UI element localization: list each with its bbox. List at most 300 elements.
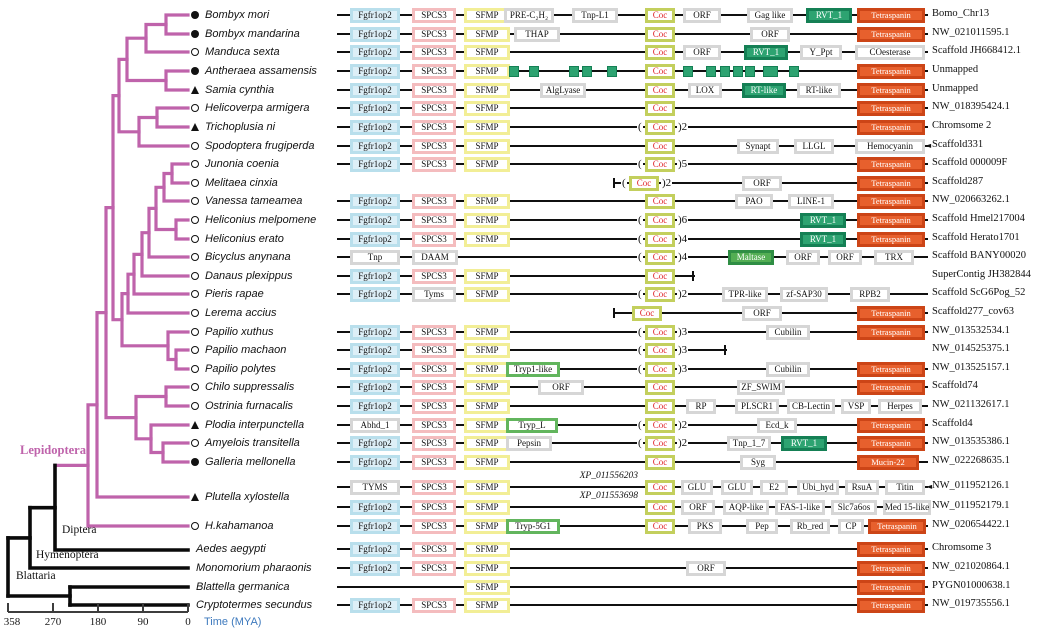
species-marker-filled-circle-icon [191, 458, 199, 466]
gene-block [569, 66, 579, 77]
gene-box: Tetraspanin [868, 519, 926, 534]
gene-box: Tetraspanin [857, 64, 925, 79]
gene-box: SFMP [464, 343, 510, 358]
gene-box: Fgfr1op2 [350, 8, 400, 23]
scaffold-label: NW_021011595.1 [932, 27, 1010, 38]
gene-box: TYMS [350, 480, 400, 495]
scaffold-label: NW_013532534.1 [932, 325, 1010, 336]
repeat-paren: )3 [678, 326, 688, 338]
repeat-paren: ( [622, 177, 626, 189]
gene-box: SFMP [464, 232, 510, 247]
gene-box: Coc [645, 83, 675, 98]
gene-box: LLGL [794, 139, 834, 154]
species-row [191, 249, 291, 265]
gene-box: Abhd_1 [350, 418, 400, 433]
gene-box: Fgfr1op2 [350, 380, 400, 395]
species-marker-triangle-icon [191, 493, 205, 501]
species-row [191, 518, 274, 534]
species-name: Chilo suppressalis [205, 381, 295, 393]
species-name: Bombyx mandarina [205, 28, 300, 40]
species-marker-open-circle-icon [191, 216, 199, 224]
species-marker-open-circle-icon [191, 253, 199, 261]
species-marker-filled-circle-icon [191, 11, 199, 19]
species-marker-open-circle-icon [191, 235, 199, 243]
gene-box: RVT_1 [800, 213, 846, 228]
gene-box: Coc [645, 157, 675, 172]
repeat-paren: ( [638, 121, 642, 133]
species-name: Antheraea assamensis [205, 65, 317, 77]
gene-box: SFMP [464, 455, 510, 470]
species-marker-open-circle-icon [191, 365, 205, 373]
species-marker-open-circle-icon [191, 346, 205, 354]
gene-line [337, 586, 928, 588]
gene-block [763, 66, 778, 77]
gene-box: Coc [645, 232, 675, 247]
gene-box: SPCS3 [412, 213, 456, 228]
repeat-paren: ( [638, 214, 642, 226]
gene-box: VSP [841, 399, 871, 414]
gene-box: CB-Lectin [787, 399, 835, 414]
gene-box: Fgfr1op2 [350, 101, 400, 116]
gene-block [509, 66, 519, 77]
species-name: Monomorium pharaonis [196, 562, 312, 574]
species-name: Pieris rapae [205, 288, 264, 300]
species-name: Plutella xylostella [205, 491, 290, 503]
line-end-bar [724, 345, 726, 355]
repeat-paren: )4 [678, 251, 688, 263]
gene-box: Tetraspanin [857, 120, 925, 135]
gene-box: zf-SAP30 [780, 287, 828, 302]
gene-box: Fgfr1op2 [350, 343, 400, 358]
species-marker-open-circle-icon [191, 104, 205, 112]
gene-box: TPR-like [722, 287, 768, 302]
gene-box: Med 15-like [883, 500, 931, 515]
gene-box: Coc [645, 101, 675, 116]
species-row [191, 417, 304, 433]
gene-box: Coc [629, 176, 659, 191]
gene-box: Tetraspanin [857, 8, 925, 23]
species-name: Papilio machaon [205, 344, 287, 356]
scaffold-label: SuperContig JH382844 [932, 269, 1031, 280]
scaffold-label: Scaffold ScG6Pog_52 [932, 287, 1026, 298]
gene-box: RVT_1 [806, 8, 852, 23]
species-name: Junonia coenia [205, 158, 280, 170]
scaffold-label: Scaffold331 [932, 139, 984, 150]
gene-box: SFMP [464, 598, 510, 613]
species-row [191, 44, 280, 60]
species-marker-triangle-icon [191, 493, 199, 501]
scaffold-label: Chromsome 3 [932, 542, 992, 553]
species-name: Spodoptera frugiperda [205, 140, 315, 152]
xp-accession-label: XP_011553698 [579, 491, 638, 501]
gene-box: Coc [645, 480, 675, 495]
gene-box: Syg [740, 455, 776, 470]
species-row [191, 435, 300, 451]
gene-box: Tetraspanin [857, 580, 925, 595]
gene-box: Coc [645, 436, 675, 451]
gene-box: SFMP [464, 519, 510, 534]
species-name: Vanessa tameamea [205, 195, 303, 207]
scaffold-label: NW_013535386.1 [932, 436, 1010, 447]
species-row [191, 286, 264, 302]
species-marker-filled-circle-icon [191, 30, 199, 38]
species-row [191, 398, 293, 414]
gene-box: Tnp [350, 250, 400, 265]
gene-box: Fgfr1op2 [350, 455, 400, 470]
species-marker-open-circle-icon [191, 160, 199, 168]
species-marker-open-circle-icon [191, 197, 205, 205]
species-marker-triangle-icon [191, 421, 205, 429]
gene-box: Synapt [737, 139, 779, 154]
gene-box: RsuA [845, 480, 879, 495]
gene-box: Tetraspanin [857, 157, 925, 172]
species-marker-open-circle-icon [191, 179, 199, 187]
gene-box: Fgfr1op2 [350, 232, 400, 247]
gene-box: Y_Ppt [800, 45, 842, 60]
gene-box: THAP [514, 27, 560, 42]
scaffold-label: NW_020663262.1 [932, 194, 1010, 205]
gene-box: Mucin-22 [857, 455, 919, 470]
gene-box: SPCS3 [412, 542, 456, 557]
scaffold-label: Scaffold Herato1701 [932, 232, 1020, 243]
gene-box: Tetraspanin [857, 418, 925, 433]
scaffold-label: NW_013525157.1 [932, 362, 1010, 373]
gene-box: Fgfr1op2 [350, 157, 400, 172]
scaffold-label: NW_011952126.1 [932, 480, 1010, 491]
gene-box: RVT_1 [781, 436, 827, 451]
gene-box: Coc [645, 120, 675, 135]
gene-box: Coc [645, 500, 675, 515]
gene-box: COesterase [855, 45, 925, 60]
species-row [191, 156, 279, 172]
gene-box: Coc [645, 269, 675, 284]
gene-box: Fgfr1op2 [350, 139, 400, 154]
gene-box: Rb_red [790, 519, 830, 534]
gene-box: AQP-like [723, 500, 769, 515]
species-row [191, 231, 284, 247]
species-marker-filled-circle-icon [191, 30, 205, 38]
species-row [191, 342, 286, 358]
gene-box: Tnp_1_7 [727, 436, 771, 451]
gene-box: RT-like [797, 83, 841, 98]
species-marker-open-circle-icon [191, 383, 205, 391]
gene-box: Cubilin [766, 325, 810, 340]
gene-box: Fgfr1op2 [350, 64, 400, 79]
species-marker-open-circle-icon [191, 216, 205, 224]
species-marker-open-circle-icon [191, 272, 205, 280]
gene-box: Coc [645, 139, 675, 154]
scaffold-label: Scaffold JH668412.1 [932, 45, 1022, 56]
species-marker-triangle-icon [191, 123, 205, 131]
species-marker-open-circle-icon [191, 142, 205, 150]
species-name: Bombyx mori [205, 9, 270, 21]
gene-box: Ubi_hyd [797, 480, 839, 495]
gene-box: SFMP [464, 83, 510, 98]
gene-box: Fgfr1op2 [350, 27, 400, 42]
species-marker-filled-circle-icon [191, 458, 205, 466]
gene-box: PKS [688, 519, 722, 534]
species-marker-open-circle-icon [191, 235, 205, 243]
gene-box: ORF [828, 250, 862, 265]
species-marker-open-circle-icon [191, 309, 199, 317]
scaffold-label: Scaffold 000009F [932, 157, 1008, 168]
gene-box: Coc [645, 64, 675, 79]
gene-box: ORF [742, 176, 782, 191]
gene-box: Coc [645, 399, 675, 414]
gene-box: SFMP [464, 436, 510, 451]
gene-box: RVT_1 [744, 45, 788, 60]
repeat-paren: )4 [678, 233, 688, 245]
species-marker-open-circle-icon [191, 522, 199, 530]
gene-box: SFMP [464, 380, 510, 395]
species-marker-open-circle-icon [191, 328, 205, 336]
species-row [191, 7, 269, 23]
species-marker-open-circle-icon [191, 439, 205, 447]
gene-box: SFMP [464, 45, 510, 60]
species-marker-open-circle-icon [191, 253, 205, 261]
species-name: Blattella germanica [196, 581, 290, 593]
species-marker-triangle-icon [191, 123, 199, 131]
species-marker-open-circle-icon [191, 179, 205, 187]
gene-box: Pepsin [506, 436, 552, 451]
scaffold-label: Scaffold74 [932, 380, 978, 391]
gene-box: SFMP [464, 8, 510, 23]
gene-box: Fgfr1op2 [350, 399, 400, 414]
gene-box: Fgfr1op2 [350, 194, 400, 209]
gene-box: DAAM [412, 250, 458, 265]
gene-box: SFMP [464, 580, 510, 595]
gene-box: SPCS3 [412, 139, 456, 154]
gene-box: Coc [632, 306, 662, 321]
species-row [196, 541, 266, 557]
gene-box: SFMP [464, 399, 510, 414]
species-row [191, 454, 296, 470]
gene-box: Coc [645, 519, 675, 534]
gene-box: ORF [681, 500, 715, 515]
species-row [191, 119, 275, 135]
scaffold-label: Scaffold BANY00020 [932, 250, 1027, 261]
gene-block [789, 66, 799, 77]
species-row [191, 379, 294, 395]
gene-box: AlgLyase [540, 83, 586, 98]
species-marker-open-circle-icon [191, 160, 205, 168]
species-row [191, 305, 277, 321]
species-marker-open-circle-icon [191, 402, 199, 410]
gene-block [733, 66, 743, 77]
gene-box: SPCS3 [412, 325, 456, 340]
gene-box: Fgfr1op2 [350, 362, 400, 377]
species-row [196, 579, 290, 595]
species-row [191, 26, 300, 42]
repeat-paren: )2 [678, 121, 688, 133]
gene-box: ORF [683, 45, 721, 60]
gene-box: Herpes [878, 399, 922, 414]
gene-box: RT-like [742, 83, 786, 98]
gene-box: Coc [645, 455, 675, 470]
gene-box: Tetraspanin [857, 436, 925, 451]
left-arrowhead-icon: ◄ [926, 482, 933, 491]
species-marker-filled-circle-icon [191, 11, 205, 19]
species-name: Ostrinia furnacalis [205, 400, 294, 412]
scaffold-label: Bomo_Chr13 [932, 8, 990, 19]
gene-block [683, 66, 693, 77]
gene-box: PRE-C₂H₂ [504, 8, 554, 23]
repeat-paren: ( [638, 363, 642, 375]
species-row [191, 193, 302, 209]
gene-box: LINE-1 [788, 194, 834, 209]
scaffold-label: NW_022268635.1 [932, 455, 1010, 466]
gene-box: SFMP [464, 287, 510, 302]
gene-box: SPCS3 [412, 269, 456, 284]
line-end-bar [692, 271, 694, 281]
gene-box: Fgfr1op2 [350, 83, 400, 98]
axis-tick-label: 180 [89, 616, 107, 628]
gene-block [706, 66, 716, 77]
clade-label-diptera: Diptera [62, 524, 97, 536]
species-marker-open-circle-icon [191, 48, 205, 56]
gene-box: Fgfr1op2 [350, 598, 400, 613]
axis-tick-label: 270 [44, 616, 62, 628]
gene-box: Coc [645, 27, 675, 42]
species-name: Amyelois transitella [205, 437, 300, 449]
gene-box: SPCS3 [412, 101, 456, 116]
gene-box: Tetraspanin [857, 325, 925, 340]
species-name: Melitaea cinxia [205, 177, 278, 189]
gene-box: Tetraspanin [857, 176, 925, 191]
scaffold-label: NW_021132617.1 [932, 399, 1010, 410]
repeat-paren: ( [638, 288, 642, 300]
gene-box: RVT_1 [800, 232, 846, 247]
species-marker-open-circle-icon [191, 142, 199, 150]
gene-box: Tetraspanin [857, 598, 925, 613]
scaffold-label: NW_020654422.1 [932, 519, 1010, 530]
gene-box: Fgfr1op2 [350, 436, 400, 451]
gene-box: SPCS3 [412, 436, 456, 451]
scaffold-label: Unmapped [932, 83, 979, 94]
gene-box: E2 [760, 480, 788, 495]
gene-box: Cubilin [766, 362, 810, 377]
scaffold-label: Chromsome 2 [932, 120, 992, 131]
species-row [191, 489, 289, 505]
gene-box: SPCS3 [412, 519, 456, 534]
gene-box: SPCS3 [412, 194, 456, 209]
repeat-paren: )2 [678, 419, 688, 431]
gene-box: Hemocyanin [855, 139, 925, 154]
species-marker-open-circle-icon [191, 290, 205, 298]
gene-box: Coc [645, 194, 675, 209]
scaffold-label: NW_014525375.1 [932, 343, 1010, 354]
gene-box: Tryp1-like [506, 362, 560, 377]
gene-box: Tetraspanin [857, 380, 925, 395]
gene-box: GLU [681, 480, 713, 495]
gene-box: SPCS3 [412, 232, 456, 247]
species-marker-triangle-icon [191, 421, 199, 429]
gene-box: Tnp-L1 [572, 8, 618, 23]
gene-box: Fgfr1op2 [350, 120, 400, 135]
species-marker-triangle-icon [191, 86, 205, 94]
scaffold-label: Scaffold277_cov63 [932, 306, 1015, 317]
gene-block [582, 66, 592, 77]
gene-box: SFMP [464, 500, 510, 515]
species-name: Bicyclus anynana [205, 251, 291, 263]
gene-box: SPCS3 [412, 120, 456, 135]
gene-box: Coc [645, 325, 675, 340]
species-row [191, 63, 317, 79]
species-name: Lerema accius [205, 307, 277, 319]
gene-box: SPCS3 [412, 343, 456, 358]
gene-box: Ecd_k [757, 418, 797, 433]
gene-box: Coc [645, 250, 675, 265]
clade-label-blattaria: Blattaria [16, 570, 56, 582]
species-marker-open-circle-icon [191, 290, 199, 298]
repeat-paren: ( [638, 158, 642, 170]
gene-box: Maltase [728, 250, 774, 265]
repeat-paren: ( [638, 419, 642, 431]
gene-box: SPCS3 [412, 64, 456, 79]
gene-box: Titin [885, 480, 925, 495]
repeat-paren: )5 [678, 158, 688, 170]
gene-block [529, 66, 539, 77]
scaffold-label: Scaffold287 [932, 176, 984, 187]
gene-box: Tetraspanin [857, 27, 925, 42]
species-marker-open-circle-icon [191, 402, 205, 410]
species-marker-open-circle-icon [191, 309, 205, 317]
gene-box: GLU [721, 480, 753, 495]
gene-box: FAS-1-like [775, 500, 825, 515]
gene-box: SPCS3 [412, 418, 456, 433]
species-row [191, 324, 274, 340]
gene-box: SFMP [464, 194, 510, 209]
species-name: Heliconius melpomene [205, 214, 317, 226]
species-name: Samia cynthia [205, 84, 275, 96]
gene-box: SFMP [464, 157, 510, 172]
gene-box: LOX [688, 83, 722, 98]
gene-box: Fgfr1op2 [350, 561, 400, 576]
clade-label-lepidoptera: Lepidoptera [20, 443, 86, 457]
repeat-paren: ( [638, 251, 642, 263]
gene-box: SPCS3 [412, 455, 456, 470]
gene-box: Fgfr1op2 [350, 269, 400, 284]
repeat-paren: )2 [678, 437, 688, 449]
gene-box: SFMP [464, 101, 510, 116]
species-row [191, 268, 292, 284]
line-end-bar [613, 308, 615, 318]
gene-box: Fgfr1op2 [350, 542, 400, 557]
scaffold-label: NW_018395424.1 [932, 101, 1010, 112]
gene-box: SPCS3 [412, 45, 456, 60]
gene-box: Coc [645, 362, 675, 377]
gene-box: SPCS3 [412, 8, 456, 23]
species-row [191, 82, 274, 98]
gene-box: SPCS3 [412, 83, 456, 98]
scaffold-label: Scaffold Hmel217004 [932, 213, 1025, 224]
scaffold-label: NW_019735556.1 [932, 598, 1010, 609]
repeat-paren: )2 [678, 288, 688, 300]
scaffold-label: PYGN01000638.1 [932, 580, 1011, 591]
gene-box: SFMP [464, 561, 510, 576]
gene-box: Tetraspanin [857, 232, 925, 247]
gene-box: Fgfr1op2 [350, 213, 400, 228]
species-row [191, 212, 316, 228]
species-name: Trichoplusia ni [205, 121, 276, 133]
species-marker-filled-circle-icon [191, 67, 205, 75]
gene-box: SFMP [464, 120, 510, 135]
species-name: Galleria mellonella [205, 456, 296, 468]
species-marker-open-circle-icon [191, 346, 199, 354]
gene-block [745, 66, 755, 77]
species-row [191, 138, 314, 154]
gene-box: Tetraspanin [857, 194, 925, 209]
